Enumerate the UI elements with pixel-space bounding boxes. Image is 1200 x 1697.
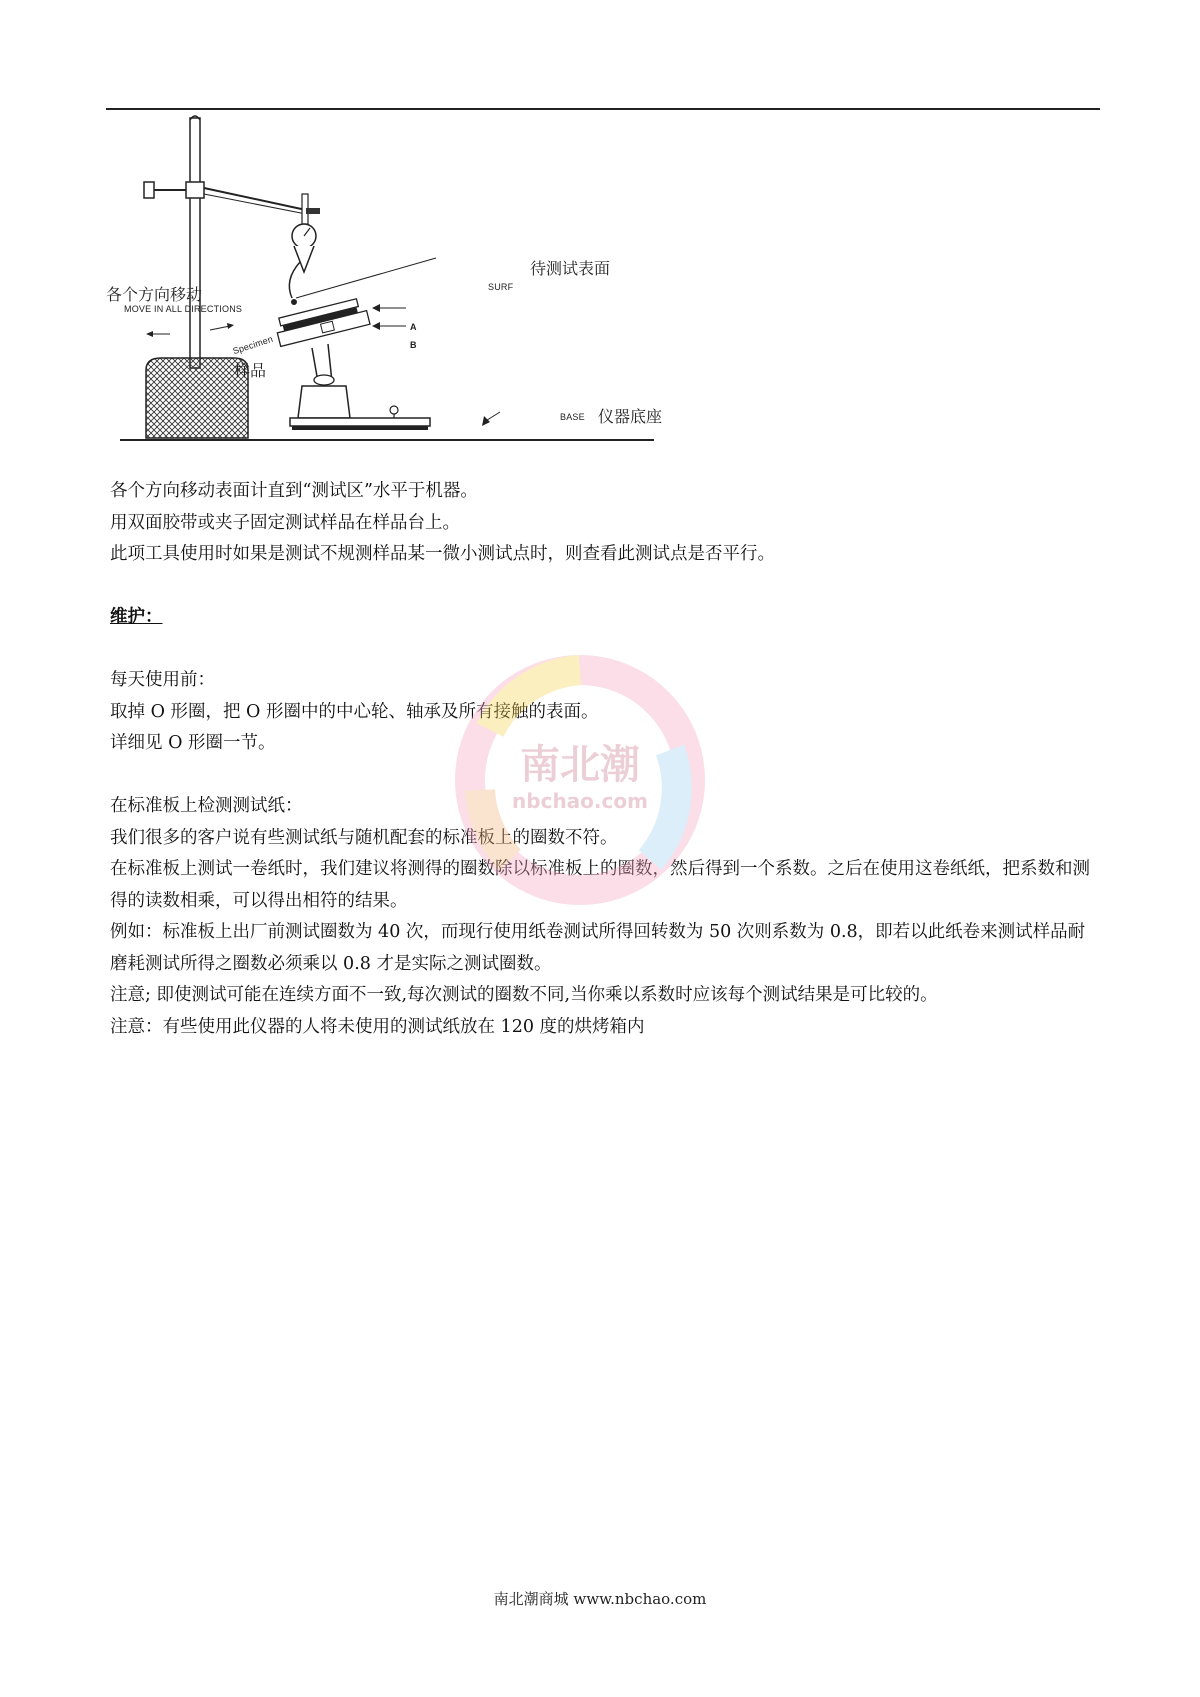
surface-label-en: SURF xyxy=(488,282,514,292)
intro-section xyxy=(110,476,1100,1043)
daily-title: 每天使用前： xyxy=(110,670,215,690)
specimen-label-cn: 样品 xyxy=(234,361,267,380)
watermark-cn: 南北潮 xyxy=(520,741,640,788)
apparatus-figure xyxy=(106,112,666,452)
top-rule xyxy=(106,108,1100,110)
label-b: B xyxy=(410,340,417,350)
label-a: A xyxy=(410,322,417,332)
daily-line-2: 详细见 O 形圈一节。 xyxy=(110,733,276,753)
base-label-en: BASE xyxy=(560,412,585,422)
vertical-rod xyxy=(190,118,200,368)
intro-line-3: 此项工具使用时如果是测试不规测样品某一微小测试点时，则查看此测试点是否平行。 xyxy=(110,544,775,564)
intro-line-2: 用双面胶带或夹子固定测试样品在样品台上。 xyxy=(110,512,460,533)
maintenance-heading: 维护： xyxy=(110,607,163,627)
check-line-4: 注意; 即使测试可能在连续方面不一致,每次测试的圈数不同,当你乘以系数时应该每个测试结果是可比较的。 xyxy=(110,985,938,1005)
check-title: 在标准板上检测测试纸： xyxy=(110,796,303,816)
daily-line-1: 取掉 O 形圈，把 O 形圈中的中心轮、轴承及所有接触的表面。 xyxy=(110,701,599,722)
horizontal-arm xyxy=(204,188,306,210)
base-block xyxy=(146,358,248,438)
check-line-1: 我们很多的客户说有些测试纸与随机配套的标准板上的圈数不符。 xyxy=(110,827,618,848)
footer: 南北潮商城 www.nbchao.com xyxy=(493,1590,707,1608)
specimen-label-en: Specimen xyxy=(231,333,275,357)
intro-line-1: 各个方向移动表面计直到“测试区”水平于机器。 xyxy=(110,481,478,501)
check-line-5: 注意：有些使用此仪器的人将未使用的测试纸放在 120 度的烘烤箱内 xyxy=(110,1016,645,1037)
check-line-3: 例如：标准板上出厂前测试圈数为 40 次，而现行使用纸卷测试所得回转数为 50 次则系数为 0.8，即若以此纸卷来测试样品耐磨耗测试所得之圈数必须乘以 0.8 才是实际之测试圈数。 xyxy=(110,922,1086,974)
watermark-en: nbchao.com xyxy=(512,789,648,813)
move-label-cn: 各个方向移动 xyxy=(106,285,203,304)
move-label-en: MOVE IN ALL DIRECTIONS xyxy=(124,304,243,314)
base-label-cn: 仪器底座 xyxy=(598,407,663,426)
check-line-2: 在标准板上测试一卷纸时，我们建议将测得的圈数除以标准板上的圈数，然后得到一个系数。之后在使用这卷纸纸，把系数和测得的读数相乘，可以得出相符的结果。 xyxy=(110,859,1090,911)
surface-label-cn: 待测试表面 xyxy=(530,259,611,278)
